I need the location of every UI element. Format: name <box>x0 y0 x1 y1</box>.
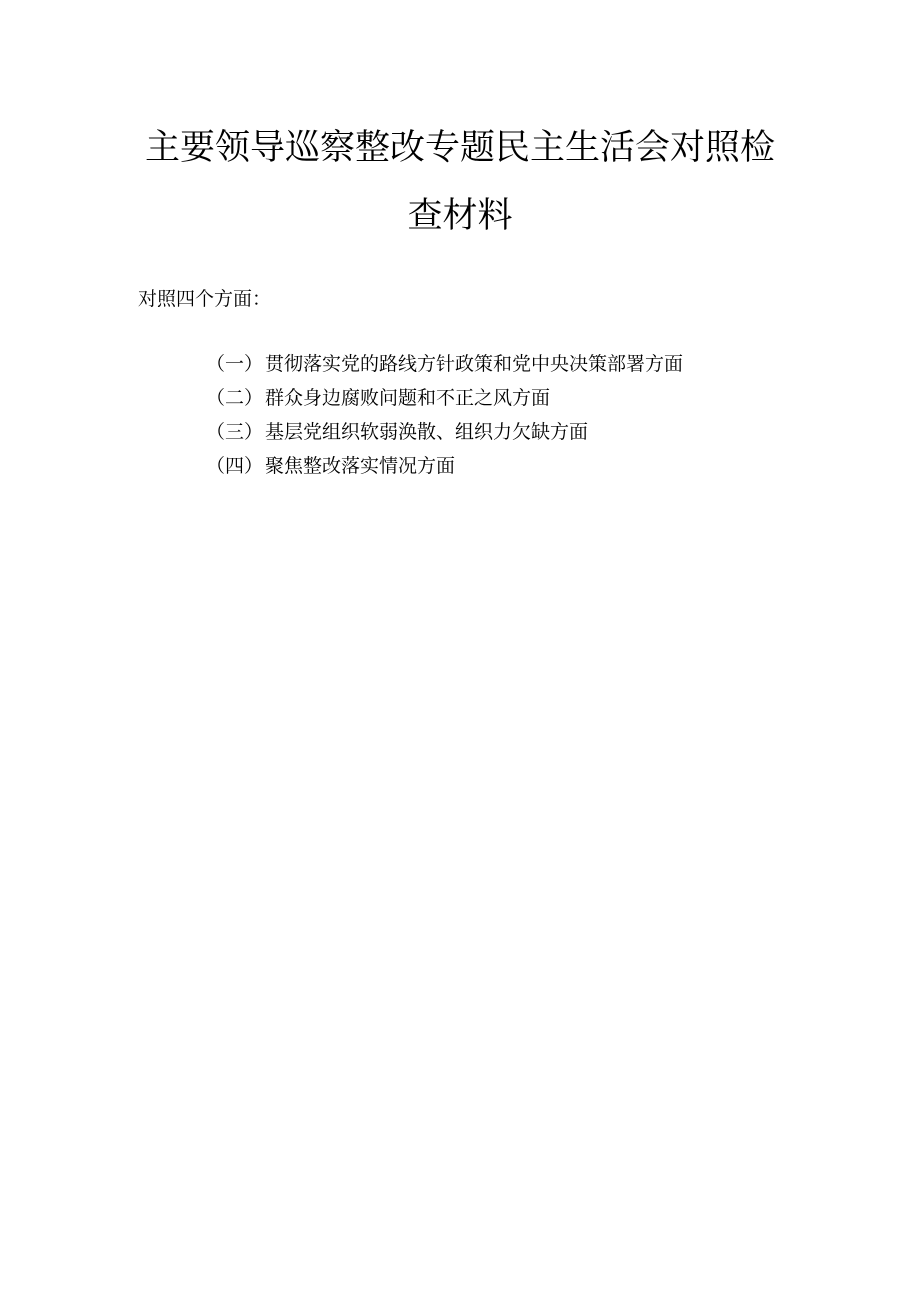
aspect-number: （二） <box>206 387 264 409</box>
aspect-item-4 <box>206 452 683 486</box>
aspect-number: （一） <box>206 353 264 375</box>
aspect-item-1 <box>206 350 683 384</box>
aspect-text: 群众身边腐败问题和不正之风方面 <box>265 387 551 409</box>
document-title-line-1: 主要领导巡察整改专题民主生活会对照检 <box>144 128 775 168</box>
aspect-number: （四） <box>206 455 264 477</box>
aspect-item-3 <box>206 418 683 452</box>
document-title-line-2: 查材料 <box>407 196 513 236</box>
aspect-text: 聚焦整改落实情况方面 <box>265 455 456 477</box>
intro-text: 对照四个方面： <box>138 288 272 310</box>
aspect-number: （三） <box>206 421 264 443</box>
aspect-item-2 <box>206 384 683 418</box>
aspect-list <box>206 350 683 486</box>
aspect-text: 基层党组织软弱涣散、组织力欠缺方面 <box>265 421 589 443</box>
aspect-text: 贯彻落实党的路线方针政策和党中央决策部署方面 <box>265 353 684 375</box>
